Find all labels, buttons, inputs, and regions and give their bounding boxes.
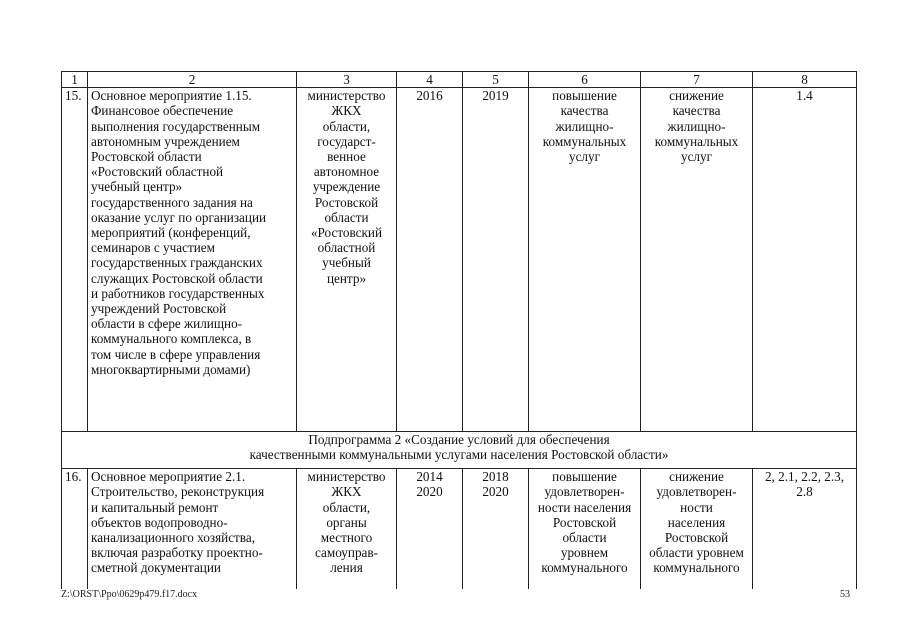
page-number: 53: [840, 589, 850, 600]
header-col-1: 1: [62, 72, 88, 88]
table-row: [62, 469, 857, 590]
header-col-8: 8: [753, 72, 857, 88]
header-col-4: 4: [397, 72, 463, 88]
non-implementation-consequence: снижение удовлетворен- ности населения Ростовской области уровнем коммунального: [641, 469, 753, 590]
expected-result: повышение качества жилищно- коммунальных услуг: [529, 88, 641, 432]
row-number: 15.: [62, 88, 88, 432]
row-number: 16.: [62, 469, 88, 590]
subprogram-row: [62, 432, 857, 469]
header-col-3: 3: [297, 72, 397, 88]
file-path: Z:\ORST\Ppo\0629p479.f17.docx: [61, 589, 198, 600]
subprogram-title: Подпрограмма 2 «Создание условий для обеспечения качественными коммунальными услугами населения Ростовской области»: [62, 432, 857, 469]
header-row: [62, 72, 857, 88]
activity-name: Основное мероприятие 2.1. Строительство, реконструкция и капитальный ремонт объектов водопроводно- канализационного хозяйства, включая разработку проектно- сметной документации: [88, 469, 297, 590]
expected-result: повышение удовлетворен- ности населения Ростовской области уровнем коммунального: [529, 469, 641, 590]
table-row: [62, 88, 857, 432]
header-col-7: 7: [641, 72, 753, 88]
activities-table: [61, 71, 857, 589]
end-year: 2018 2020: [463, 469, 529, 590]
executor: министерство ЖКХ области, государст- венное автономное учреждение Ростовской области «Ростовский областной учебный центр»: [297, 88, 397, 432]
non-implementation-consequence: снижение качества жилищно- коммунальных услуг: [641, 88, 753, 432]
executor: министерство ЖКХ области, органы местного самоуправ- ления: [297, 469, 397, 590]
indicator-link: 1.4: [753, 88, 857, 432]
header-col-2: 2: [88, 72, 297, 88]
start-year: 2014 2020: [397, 469, 463, 590]
start-year: 2016: [397, 88, 463, 432]
header-col-5: 5: [463, 72, 529, 88]
indicator-link: 2, 2.1, 2.2, 2.3, 2.8: [753, 469, 857, 590]
header-col-6: 6: [529, 72, 641, 88]
end-year: 2019: [463, 88, 529, 432]
activity-name: Основное мероприятие 1.15. Финансовое обеспечение выполнения государственным автономным учреждением Ростовской области «Ростовский областной учебный центр» государственного задания на оказание услуг по организации мероприятий (конференций, семинаров с участием государственных гражданских служащих Ростовской области и работников государственных учреждений Ростовской области в сфере жилищно- коммунального комплекса, в том числе в сфере управления многоквартирными домами): [88, 88, 297, 432]
